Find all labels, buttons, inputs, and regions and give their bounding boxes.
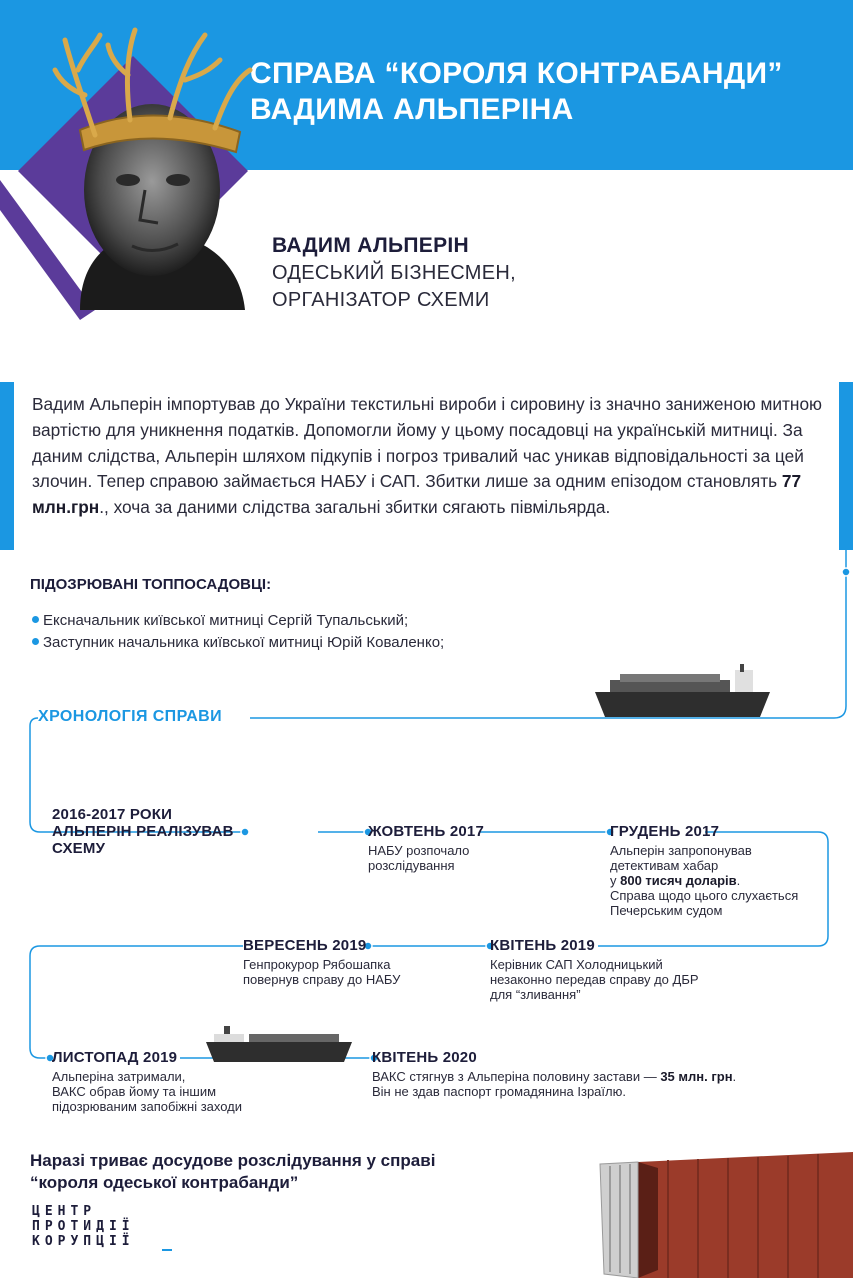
footer-statement xyxy=(30,1150,490,1194)
event-text: підозрюваним запобіжні заходи xyxy=(52,1099,243,1114)
event-text: Керівник САП Холодницький xyxy=(490,957,663,972)
event-text: ВАКС обрав йому та іншим xyxy=(52,1084,217,1099)
logo-accent xyxy=(162,1249,172,1251)
event-text: незаконно передав справу до ДБР xyxy=(490,972,699,987)
event-date: ВЕРЕСЕНЬ 2019 xyxy=(243,937,367,954)
event-text: ВАКС стягнув з Альперіна половину застави — 35 млн. грн. xyxy=(372,1069,737,1084)
event-text: у 800 тисяч доларів. xyxy=(610,873,741,888)
suspect-text: Ексначальник київської митниці Сергій Тупальський; xyxy=(43,612,409,629)
event-text: Печерським судом xyxy=(610,903,723,918)
intro-highlight: 77 млн.грн xyxy=(32,471,802,518)
event-text: Альперіна затримали, xyxy=(52,1069,186,1084)
event-date: ЛИСТОПАД 2019 xyxy=(52,1049,178,1066)
timeline-event xyxy=(372,1049,812,1099)
chronology-heading: ХРОНОЛОГІЯ СПРАВИ xyxy=(38,708,223,725)
event-text: детективам хабар xyxy=(610,858,719,873)
event-date: КВІТЕНЬ 2019 xyxy=(490,937,595,954)
timeline-event xyxy=(368,823,498,873)
event-text: НАБУ розпочало xyxy=(368,843,470,858)
person-name: ВАДИМ АЛЬПЕРІН xyxy=(272,234,470,257)
title-line-1: СПРАВА “КОРОЛЯ КОНТРАБАНДИ” xyxy=(250,57,783,90)
suspects-heading: ПІДОЗРЮВАНІ ТОППОСАДОВЦІ: xyxy=(30,576,272,593)
timeline-event xyxy=(610,823,840,918)
event-text: Генпрокурор Рябошапка xyxy=(243,957,391,972)
timeline-event xyxy=(490,937,750,1002)
logo-line-2: ПРОТИДІЇ xyxy=(32,1219,135,1234)
timeline-event xyxy=(243,937,443,987)
event-text: Він не здав паспорт громадянина Ізраїлю. xyxy=(372,1084,626,1099)
logo-line-1: ЦЕНТР xyxy=(32,1204,97,1219)
event-date: КВІТЕНЬ 2020 xyxy=(372,1049,477,1066)
organization-logo xyxy=(32,1204,135,1249)
event-date: 2016-2017 РОКИ xyxy=(52,806,173,823)
timeline-event xyxy=(52,1049,292,1114)
suspect-text: Заступник начальника київської митниці Юрій Коваленко; xyxy=(43,634,445,651)
event-date: ЖОВТЕНЬ 2017 xyxy=(368,823,485,840)
event-date: СХЕМУ xyxy=(52,840,106,857)
event-text: Альперін запропонував xyxy=(610,843,752,858)
footer-line-2: “короля одеської контрабанди” xyxy=(30,1173,299,1192)
event-date: ГРУДЕНЬ 2017 xyxy=(610,823,720,840)
logo-line-3: КОРУПЦІЇ xyxy=(32,1234,135,1249)
footer-line-1: Наразі триває досудове розслідування у справі xyxy=(30,1151,436,1170)
event-text: Справа щодо цього слухається xyxy=(610,888,799,903)
event-text: для “зливання” xyxy=(490,987,581,1002)
intro-text-after: ., хоча за даними слідства загальні збитки сягають півмільярда. xyxy=(99,497,611,518)
title-line-2: ВАДИМА АЛЬПЕРІНА xyxy=(250,93,574,126)
event-text: розслідування xyxy=(368,858,455,873)
shipping-container-image xyxy=(598,1150,853,1278)
intro-text-before: Вадим Альперін імпортував до України текстильні вироби і сировину із значно заниженою митною вартістю для уникнення податків. Допомогли йому у цьому посадовці на українській митниці. За даним слідства, Альперін шляхом підкупів і погроз тривалий час уникав відповідальності за цей злочин. Тепер справою займається НАБУ і САП. Збитки лише за одним епізодом становлять xyxy=(32,394,823,492)
event-date: АЛЬПЕРІН РЕАЛІЗУВАВ xyxy=(52,823,234,840)
cargo-ship-image xyxy=(590,662,780,722)
timeline-event xyxy=(52,806,252,857)
person-role-line-1: ОДЕСЬКИЙ БІЗНЕСМЕН, xyxy=(272,262,516,284)
event-text: повернув справу до НАБУ xyxy=(243,972,401,987)
person-role-line-2: ОРГАНІЗАТОР СХЕМИ xyxy=(272,289,490,311)
